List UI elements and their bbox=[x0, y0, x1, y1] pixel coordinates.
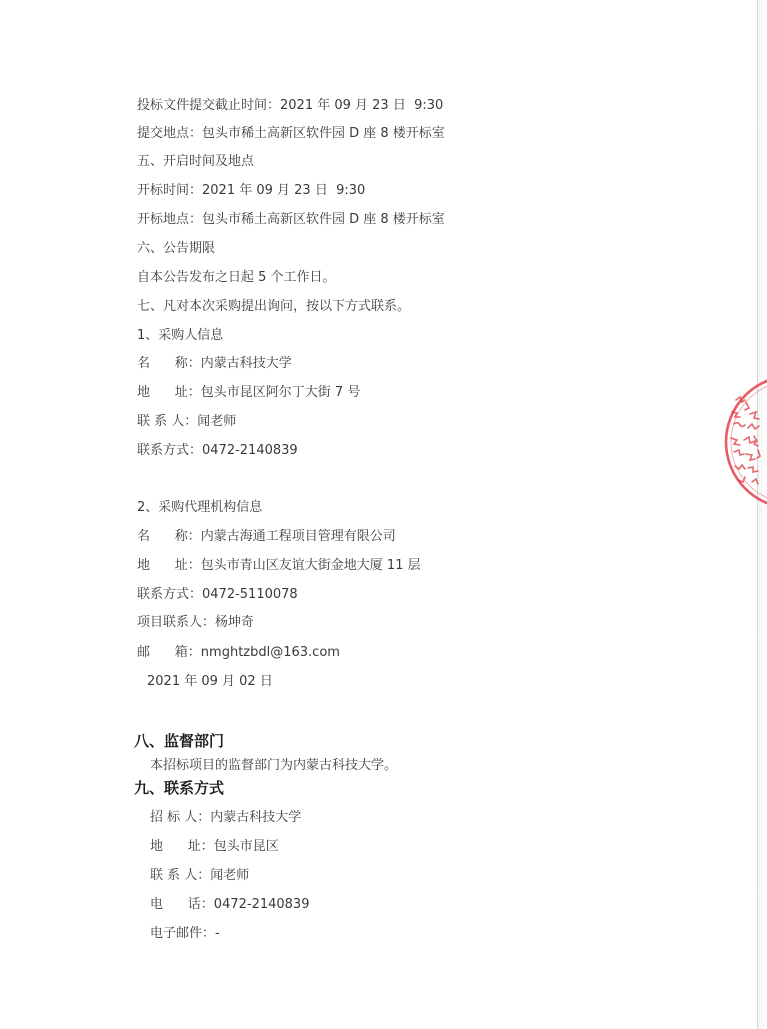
section7-heading: 七、凡对本次采购提出询问，按以下方式联系。 bbox=[137, 299, 411, 314]
opening-location: 开标地点：包头市稀土高新区软件园 D 座 8 楼开标室 bbox=[137, 212, 445, 227]
tenderer-address: 地 址：包头市昆区 bbox=[150, 839, 279, 854]
agency-name: 名 称：内蒙古海通工程项目管理有限公司 bbox=[137, 529, 396, 544]
tenderer-phone: 电 话：0472-2140839 bbox=[150, 897, 310, 912]
section5-heading: 五、开启时间及地点 bbox=[137, 154, 255, 169]
section9-heading: 九、联系方式 bbox=[134, 779, 225, 797]
submission-location: 提交地点：包头市稀土高新区软件园 D 座 8 楼开标室 bbox=[137, 126, 445, 141]
purchaser-contact: 联 系 人：闻老师 bbox=[137, 414, 237, 429]
tenderer-email: 电子邮件：- bbox=[150, 926, 220, 941]
submission-deadline: 投标文件提交截止时间：2021 年 09 月 23 日 9:30 bbox=[137, 98, 444, 113]
purchaser-phone: 联系方式：0472-2140839 bbox=[137, 443, 298, 458]
section8-heading: 八、监督部门 bbox=[134, 732, 225, 750]
official-seal bbox=[722, 372, 767, 522]
purchaser-heading: 1、采购人信息 bbox=[137, 328, 224, 343]
tenderer-contact: 联 系 人：闻老师 bbox=[150, 868, 250, 883]
supervision-text: 本招标项目的监督部门为内蒙古科技大学。 bbox=[150, 758, 398, 773]
agency-address: 地 址：包头市青山区友谊大街金地大厦 11 层 bbox=[137, 558, 421, 573]
agency-phone: 联系方式：0472-5110078 bbox=[137, 587, 298, 602]
agency-project-contact: 项目联系人：杨坤奇 bbox=[137, 615, 255, 630]
opening-time: 开标时间：2021 年 09 月 23 日 9:30 bbox=[137, 183, 366, 198]
notice-date: 2021 年 09 月 02 日 bbox=[147, 674, 273, 689]
announcement-period: 自本公告发布之日起 5 个工作日。 bbox=[137, 270, 336, 285]
tenderer: 招 标 人：内蒙古科技大学 bbox=[150, 810, 302, 825]
section6-heading: 六、公告期限 bbox=[137, 241, 216, 256]
purchaser-address: 地 址：包头市昆区阿尔丁大街 7 号 bbox=[137, 385, 361, 400]
agency-heading: 2、采购代理机构信息 bbox=[137, 500, 263, 515]
agency-email: 邮 箱：nmghtzbdl@163.com bbox=[137, 645, 340, 660]
purchaser-name: 名 称：内蒙古科技大学 bbox=[137, 356, 292, 371]
